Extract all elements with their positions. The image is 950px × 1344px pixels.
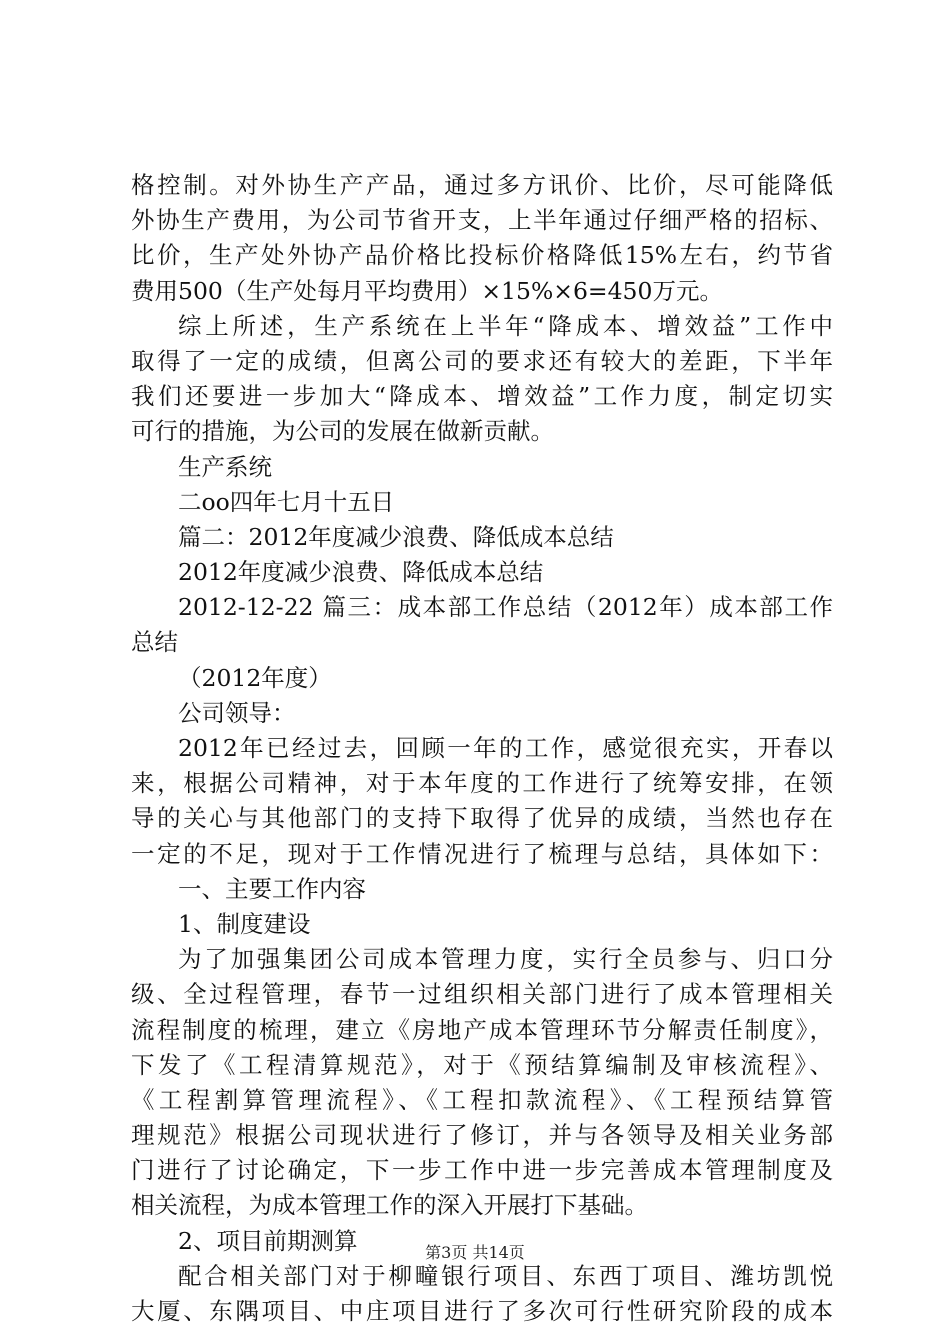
text-line: 一、主要工作内容 xyxy=(178,874,366,903)
text-line: 来，根据公司精神，对于本年度的工作进行了统筹安排，在领 xyxy=(131,769,833,798)
text-line: 公司领导： xyxy=(178,698,296,727)
text-line: 2012年已经过去，回顾一年的工作，感觉很充实，开春以 xyxy=(178,734,833,762)
text-line: 比价，生产处外协产品价格比投标价格降低15%左右，约节省 xyxy=(131,241,833,270)
text-line: 综上所述，生产系统在上半年“降成本、增效益”工作中 xyxy=(178,311,833,340)
text-line: 一定的不足，现对于工作情况进行了梳理与总结，具体如下： xyxy=(131,839,833,868)
text-line: 2012-12-22 篇三：成本部工作总结（2012年）成本部工作 xyxy=(178,593,833,622)
text-line: 大厦、东隅项目、中庄项目进行了多次可行性研究阶段的成本 xyxy=(131,1297,833,1325)
text-line: 配合相关部门对于柳疃银行项目、东西丁项目、潍坊凯悦 xyxy=(178,1261,833,1290)
text-line: （2012年度） xyxy=(178,663,332,692)
text-line: 可行的措施，为公司的发展在做新贡献。 xyxy=(131,417,554,446)
text-line: 我们还要进一步加大“降成本、增效益”工作力度，制定切实 xyxy=(131,382,833,411)
text-line: 取得了一定的成绩，但离公司的要求还有较大的差距，下半年 xyxy=(131,346,833,375)
text-line: 总结 xyxy=(131,628,178,657)
text-line: 1、制度建设 xyxy=(178,909,311,938)
text-line: 生产系统 xyxy=(178,452,272,481)
text-line: 理规范》根据公司现状进行了修订，并与各领导及相关业务部 xyxy=(131,1121,833,1150)
text-line: 导的关心与其他部门的支持下取得了优异的成绩，当然也存在 xyxy=(131,804,833,833)
text-line: 《工程割算管理流程》、《工程扣款流程》、《工程预结算管 xyxy=(131,1085,833,1114)
text-line: 费用500（生产处每月平均费用）×15%×6=450万元。 xyxy=(131,276,723,305)
text-line: 格控制。对外协生产产品，通过多方讯价、比价，尽可能降低 xyxy=(131,171,833,199)
text-line: 二oo四年七月十五日 xyxy=(178,487,395,516)
page-footer: 第3页 共14页 xyxy=(425,1243,525,1262)
text-line: 篇二：2012年度减少浪费、降低成本总结 xyxy=(178,522,614,551)
text-line: 相关流程，为成本管理工作的深入开展打下基础。 xyxy=(131,1191,648,1220)
text-line: 级、全过程管理，春节一过组织相关部门进行了成本管理相关 xyxy=(131,980,833,1009)
text-line: 下发了《工程清算规范》，对于《预结算编制及审核流程》、 xyxy=(131,1050,833,1079)
text-line: 门进行了讨论确定，下一步工作中进一步完善成本管理制度及 xyxy=(131,1156,833,1185)
text-line: 2012年度减少浪费、降低成本总结 xyxy=(178,558,544,587)
text-line: 外协生产费用，为公司节省开支，上半年通过仔细严格的招标、 xyxy=(131,206,833,235)
text-line: 为了加强集团公司成本管理力度，实行全员参与、归口分 xyxy=(178,945,833,974)
document-body xyxy=(131,168,833,1329)
text-line: 流程制度的梳理，建立《房地产成本管理环节分解责任制度》， xyxy=(131,1015,833,1044)
text-line: 2、项目前期测算 xyxy=(178,1226,358,1255)
